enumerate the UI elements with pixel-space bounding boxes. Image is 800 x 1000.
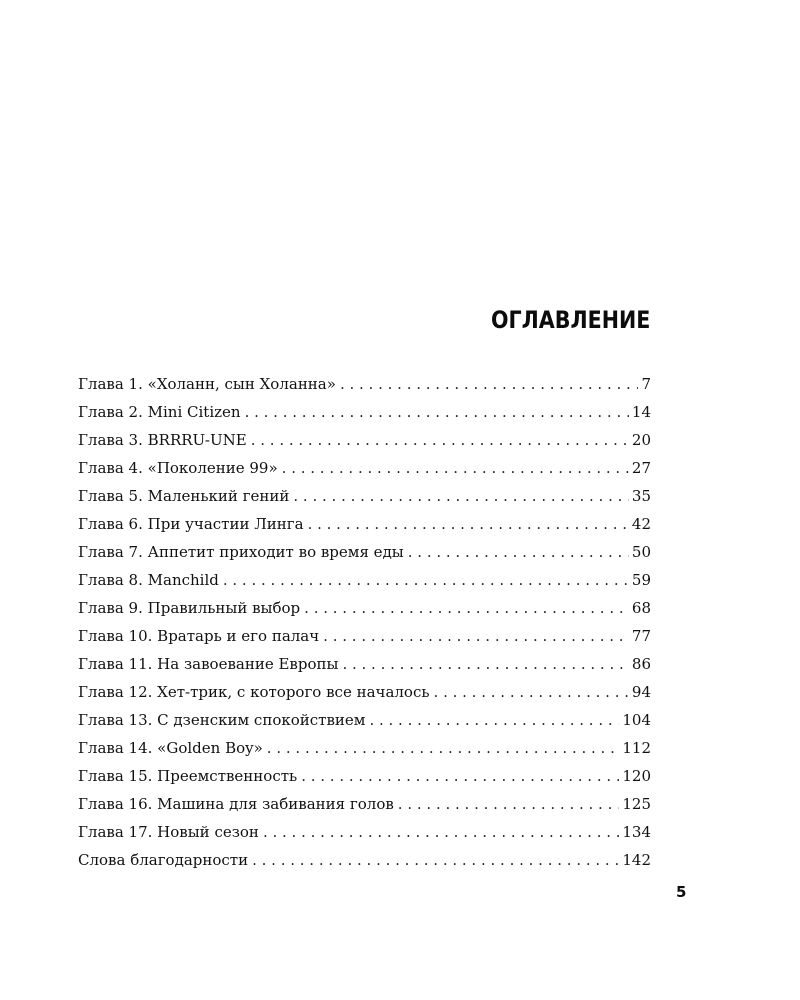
toc-entry-page: 112 [622,739,651,757]
toc-entry-title: Глава 5. Маленький гений [78,487,290,505]
toc-dot-leader [267,734,620,762]
toc-dot-leader [223,566,629,594]
toc-entry-page: 7 [641,375,651,393]
toc-dot-leader [340,370,639,398]
toc-entry [78,426,651,454]
toc-entry-page: 68 [631,599,651,617]
toc-entry [78,846,651,874]
toc-entry [78,454,651,482]
toc-entry [78,594,651,622]
toc-entry [78,482,651,510]
toc-dot-leader [301,762,619,790]
toc-entry-page: 120 [622,767,651,785]
toc-entry [78,370,651,398]
toc-entry-page: 125 [622,795,651,813]
toc-entry-page: 35 [631,487,651,505]
toc-entry [78,398,651,426]
toc-entry [78,678,651,706]
toc-entry [78,538,651,566]
toc-entry-page: 27 [631,459,651,477]
toc-entry [78,818,651,846]
toc-entry-title: Глава 16. Машина для забивания голов [78,795,394,813]
toc-entry-page: 77 [631,627,651,645]
toc-entry-title: Глава 17. Новый сезон [78,823,259,841]
toc-entry-page: 134 [622,823,651,841]
toc-dot-leader [304,594,629,622]
toc-entry-page: 59 [631,571,651,589]
toc-entry-page: 86 [631,655,651,673]
toc-entry [78,510,651,538]
table-of-contents [78,370,651,874]
toc-dot-leader [282,454,629,482]
toc-entry-title: Глава 9. Правильный выбор [78,599,301,617]
toc-entry-title: Слова благодарности [78,851,249,869]
toc-entry-title: Глава 13. С дзенским спокойствием [78,711,366,729]
toc-entry-title: Глава 2. Mini Citizen [78,403,241,421]
toc-dot-leader [308,510,629,538]
toc-entry [78,706,651,734]
toc-entry-page: 42 [631,515,651,533]
toc-entry-title: Глава 10. Вратарь и его палач [78,627,320,645]
toc-entry-page: 14 [631,403,651,421]
page-number: 5 [676,883,687,901]
toc-entry-title: Глава 12. Хет-трик, с которого все началось [78,683,430,701]
toc-dot-leader [263,818,619,846]
toc-entry-page: 50 [631,543,651,561]
toc-entry-title: Глава 15. Преемственность [78,767,298,785]
toc-entry-page: 104 [622,711,651,729]
toc-entry-title: Глава 6. При участии Линга [78,515,304,533]
toc-entry-page: 94 [631,683,651,701]
toc-entry-title: Глава 11. На завоевание Европы [78,655,339,673]
toc-entry-title: Глава 1. «Холанн, сын Холанна» [78,375,336,393]
toc-dot-leader [293,482,629,510]
toc-entry [78,622,651,650]
toc-dot-leader [342,650,628,678]
toc-entry-title: Глава 7. Аппетит приходит во время еды [78,543,404,561]
toc-dot-leader [369,706,619,734]
toc-entry [78,790,651,818]
toc-entry [78,566,651,594]
toc-entry-title: Глава 14. «Golden Boy» [78,739,263,757]
page-title: ОГЛАВЛЕНИЕ [490,306,650,334]
toc-entry-title: Глава 4. «Поколение 99» [78,459,278,477]
toc-entry [78,762,651,790]
toc-entry [78,734,651,762]
toc-entry [78,650,651,678]
toc-entry-title: Глава 3. BRRRU-UNE [78,431,247,449]
toc-entry-title: Глава 8. Manchild [78,571,219,589]
toc-dot-leader [398,790,620,818]
toc-dot-leader [251,426,629,454]
toc-entry-page: 20 [631,431,651,449]
toc-dot-leader [323,622,629,650]
toc-dot-leader [245,398,629,426]
toc-dot-leader [408,538,629,566]
toc-dot-leader [434,678,629,706]
toc-dot-leader [252,846,619,874]
toc-entry-page: 142 [622,851,651,869]
